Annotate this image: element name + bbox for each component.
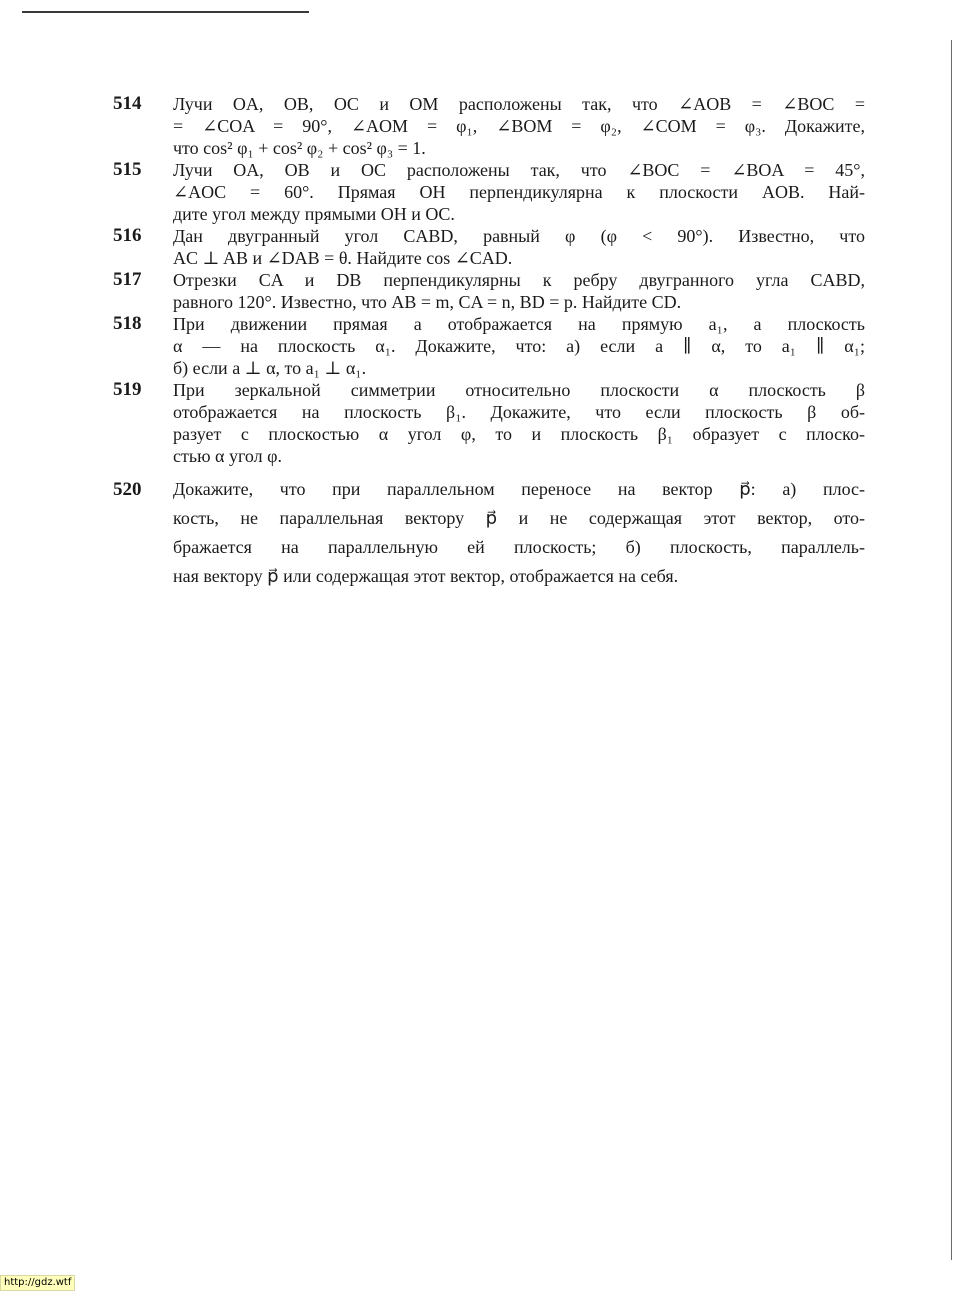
problem-518: [113, 313, 865, 379]
problem-number: 515: [113, 159, 142, 180]
problem-line: отображается на плоскость β₁. Докажите, что если плоскость β об-: [173, 402, 865, 422]
problem-text: [173, 93, 865, 159]
problem-line: кость, не параллельная вектору p⃗ и не содержащая этот вектор, ото-: [173, 508, 865, 528]
problem-519: [113, 379, 865, 467]
problem-line: ная вектору p⃗ или содержащая этот вектор, отображается на себя.: [173, 566, 679, 586]
problem-number: 514: [113, 93, 142, 114]
problem-line: = ∠COA = 90°, ∠AOM = φ₁, ∠BOM = φ₂, ∠COM = φ₃. Докажите,: [173, 116, 865, 136]
problem-list: [113, 93, 865, 591]
problem-line: Отрезки CA и DB перпендикулярны к ребру двугранного угла CABD,: [173, 270, 865, 290]
problem-line: что cos² φ₁ + cos² φ₂ + cos² φ₃ = 1.: [173, 138, 426, 158]
problem-number: 517: [113, 269, 142, 290]
problem-line: Лучи OA, OB и OC расположены так, что ∠BOC = ∠BOA = 45°,: [173, 160, 865, 180]
problem-number: 518: [113, 313, 142, 334]
problem-text: [173, 313, 865, 379]
problem-line: б) если a ⊥ α, то a₁ ⊥ α₁.: [173, 358, 367, 378]
problem-line: бражается на параллельную ей плоскость; б) плоскость, параллель-: [173, 537, 865, 557]
problem-line: AC ⊥ AB и ∠DAB = θ. Найдите cos ∠CAD.: [173, 248, 513, 268]
problem-515: [113, 159, 865, 225]
problem-516: [113, 225, 865, 269]
problem-line: дите угол между прямыми OH и OC.: [173, 204, 455, 224]
problem-line: Докажите, что при параллельном переносе на вектор p⃗: а) плос-: [173, 479, 865, 499]
problem-line: равного 120°. Известно, что AB = m, CA = n, BD = p. Найдите CD.: [173, 292, 682, 312]
problem-text: [173, 269, 865, 313]
page-edge-line: [951, 40, 952, 1260]
problem-line: Лучи OA, OB, OC и OM расположены так, что ∠AOB = ∠BOC =: [173, 94, 865, 114]
problem-number: 516: [113, 225, 142, 246]
problem-514: [113, 93, 865, 159]
problem-line: ∠AOC = 60°. Прямая OH перпендикулярна к плоскости AOB. Най-: [173, 182, 865, 202]
problem-517: [113, 269, 865, 313]
source-link[interactable]: http://gdz.wtf: [0, 1275, 75, 1291]
problem-text: [173, 225, 865, 269]
problem-text: [173, 379, 865, 467]
problem-520: [113, 475, 865, 591]
problem-line: При движении прямая a отображается на прямую a₁, а плоскость: [173, 314, 865, 334]
problem-line: Дан двугранный угол CABD, равный φ (φ < 90°). Известно, что: [173, 226, 865, 246]
problem-number: 520: [113, 479, 142, 500]
problem-line: α — на плоскость α₁. Докажите, что: а) если a ∥ α, то a₁ ∥ α₁;: [173, 336, 865, 356]
problem-line: При зеркальной симметрии относительно плоскости α плоскость β: [173, 380, 865, 400]
problem-text: [173, 159, 865, 225]
problem-line: стью α угол φ.: [173, 446, 283, 466]
problem-number: 519: [113, 379, 142, 400]
problem-line: разует с плоскостью α угол φ, то и плоскость β₁ образует с плоско-: [173, 424, 865, 444]
problem-text: [173, 475, 865, 591]
top-rule: [22, 11, 309, 13]
